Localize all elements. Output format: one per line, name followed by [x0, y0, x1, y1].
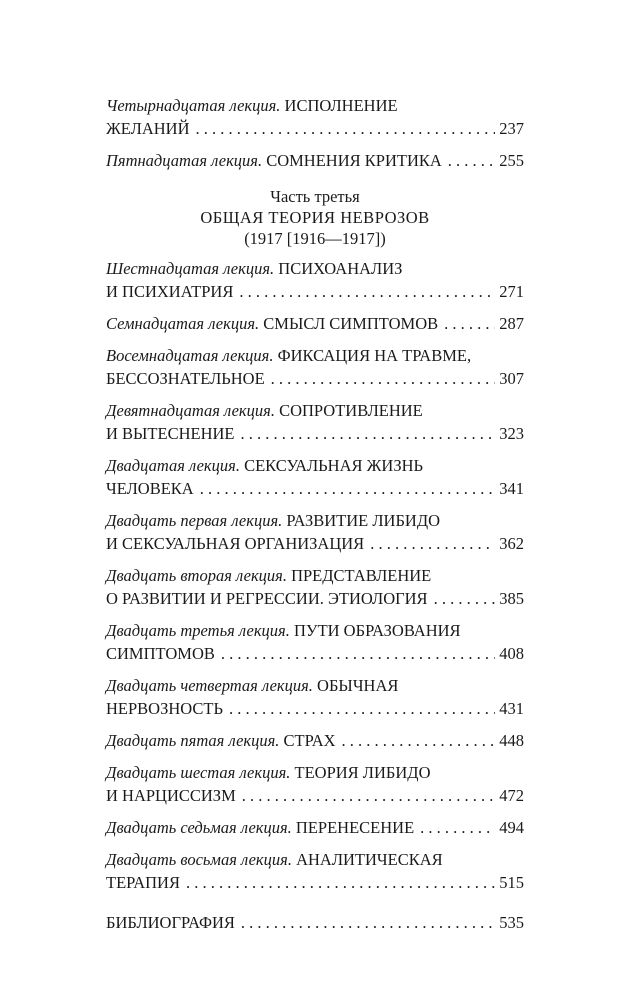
entry-gap — [106, 303, 524, 312]
toc-entry[interactable] — [106, 94, 524, 140]
lecture-number: Восемнадцатая лекция. — [106, 346, 274, 365]
toc-page-number: 408 — [499, 644, 524, 663]
table-of-contents — [106, 94, 524, 934]
toc-entry[interactable] — [106, 848, 524, 894]
entry-gap — [106, 390, 524, 399]
lecture-number: Девятнадцатая лекция. — [106, 401, 275, 420]
entry-gap — [106, 720, 524, 729]
entry-gap — [106, 752, 524, 761]
toc-entry[interactable] — [106, 564, 524, 610]
dot-leader — [200, 477, 496, 500]
toc-page-number: 472 — [499, 786, 524, 805]
toc-entry-title: СМЫСЛ СИМПТОМОВ — [263, 314, 439, 333]
toc-entry-title: ПРЕДСТАВЛЕНИЕ — [291, 566, 432, 585]
toc-page-number: 385 — [499, 589, 524, 608]
dot-leader — [448, 149, 495, 172]
toc-entry-title-cont: СИМПТОМОВ — [106, 644, 215, 663]
dot-leader — [239, 280, 495, 303]
lecture-number: Двадцать вторая лекция. — [106, 566, 287, 585]
lecture-number: Двадцать третья лекция. — [106, 621, 290, 640]
entry-gap — [106, 140, 524, 149]
lecture-number: Двадцать седьмая лекция. — [106, 818, 292, 837]
toc-entry[interactable] — [106, 344, 524, 390]
toc-page-number: 237 — [499, 119, 524, 138]
toc-entry[interactable] — [106, 674, 524, 720]
toc-page-number: 362 — [499, 534, 524, 553]
toc-entry-title: АНАЛИТИЧЕСКАЯ — [296, 850, 443, 869]
entry-gap — [106, 445, 524, 454]
toc-section-top — [106, 94, 524, 172]
toc-entry-title-cont: ЧЕЛОВЕКА — [106, 479, 194, 498]
entry-gap — [106, 335, 524, 344]
toc-page-number: 287 — [499, 314, 524, 333]
lecture-number: Двадцать первая лекция. — [106, 511, 283, 530]
toc-page-number: 494 — [499, 818, 524, 837]
toc-entry[interactable] — [106, 509, 524, 555]
toc-page-number: 323 — [499, 424, 524, 443]
toc-entry-title-cont: БЕССОЗНАТЕЛЬНОЕ — [106, 369, 265, 388]
dot-leader — [444, 312, 495, 335]
toc-page-number: 535 — [499, 913, 524, 932]
part-label: Часть третья — [270, 187, 360, 206]
toc-page-number: 307 — [499, 369, 524, 388]
toc-page-number: 255 — [499, 151, 524, 170]
lecture-number: Двадцать шестая лекция. — [106, 763, 291, 782]
lecture-number: Шестнадцатая лекция. — [106, 259, 275, 278]
toc-entry-title: ФИКСАЦИЯ НА ТРАВМЕ, — [277, 346, 472, 365]
toc-entry[interactable] — [106, 454, 524, 500]
toc-entry-title-cont: И ПСИХИАТРИЯ — [106, 282, 234, 301]
toc-entry-title: СЕКСУАЛЬНАЯ ЖИЗНЬ — [244, 456, 423, 475]
entry-gap — [106, 500, 524, 509]
toc-page-number: 448 — [499, 731, 524, 750]
toc-entry-title: ИСПОЛНЕНИЕ — [284, 96, 398, 115]
dot-leader — [221, 642, 495, 665]
toc-entry-title: ТЕОРИЯ ЛИБИДО — [294, 763, 431, 782]
toc-entry-title: СОПРОТИВЛЕНИЕ — [279, 401, 423, 420]
toc-entry[interactable] — [106, 816, 524, 839]
part-heading — [106, 186, 524, 249]
toc-entry-title: БИБЛИОГРАФИЯ — [106, 913, 235, 932]
dot-leader — [186, 871, 495, 894]
dot-leader — [242, 784, 496, 807]
dot-leader — [229, 697, 495, 720]
lecture-number: Четырнадцатая лекция. — [106, 96, 281, 115]
toc-entry-bibliography[interactable] — [106, 911, 524, 934]
lecture-number: Двадцать пятая лекция. — [106, 731, 280, 750]
toc-entry[interactable] — [106, 149, 524, 172]
toc-entry-title: ПСИХОАНАЛИЗ — [278, 259, 403, 278]
dot-leader — [420, 816, 495, 839]
toc-entry-title: ОБЫЧНАЯ — [317, 676, 399, 695]
lecture-number: Двадцать восьмая лекция. — [106, 850, 292, 869]
toc-page-number: 515 — [499, 873, 524, 892]
entry-gap — [106, 807, 524, 816]
toc-entry-title-cont: О РАЗВИТИИ И РЕГРЕССИИ. ЭТИОЛОГИЯ — [106, 589, 428, 608]
toc-entry[interactable] — [106, 399, 524, 445]
dot-leader — [241, 911, 495, 934]
toc-entry-title: СТРАХ — [283, 731, 336, 750]
part-years: (1917 [1916—1917]) — [244, 229, 386, 248]
dot-leader — [271, 367, 496, 390]
toc-entry-title-cont: ЖЕЛАНИЙ — [106, 119, 190, 138]
lecture-number: Пятнадцатая лекция. — [106, 151, 263, 170]
toc-entry-title-cont: И НАРЦИССИЗМ — [106, 786, 236, 805]
toc-entry-title-cont: НЕРВОЗНОСТЬ — [106, 699, 223, 718]
entry-gap — [106, 555, 524, 564]
toc-page-number: 431 — [499, 699, 524, 718]
entry-gap — [106, 610, 524, 619]
dot-leader — [342, 729, 496, 752]
toc-entry-title-cont: И ВЫТЕСНЕНИЕ — [106, 424, 235, 443]
lecture-number: Двадцать четвертая лекция. — [106, 676, 313, 695]
toc-entry[interactable] — [106, 761, 524, 807]
toc-entry-title: СОМНЕНИЯ КРИТИКА — [266, 151, 442, 170]
dot-leader — [434, 587, 496, 610]
toc-page-number: 271 — [499, 282, 524, 301]
toc-page-number: 341 — [499, 479, 524, 498]
toc-entry-title-cont: ТЕРАПИЯ — [106, 873, 180, 892]
toc-entry[interactable] — [106, 619, 524, 665]
part-title: ОБЩАЯ ТЕОРИЯ НЕВРОЗОВ — [200, 208, 430, 227]
toc-entry[interactable] — [106, 312, 524, 335]
toc-entry-title: РАЗВИТИЕ ЛИБИДО — [286, 511, 441, 530]
toc-section-part3 — [106, 257, 524, 894]
toc-entry-title-cont: И СЕКСУАЛЬНАЯ ОРГАНИЗАЦИЯ — [106, 534, 365, 553]
toc-entry-title: ПУТИ ОБРАЗОВАНИЯ — [293, 621, 461, 640]
dot-leader — [370, 532, 495, 555]
toc-entry-title: ПЕРЕНЕСЕНИЕ — [295, 818, 415, 837]
lecture-number: Семнадцатая лекция. — [106, 314, 260, 333]
dot-leader — [196, 117, 496, 140]
dot-leader — [241, 422, 496, 445]
entry-gap — [106, 665, 524, 674]
entry-gap — [106, 839, 524, 848]
lecture-number: Двадцатая лекция. — [106, 456, 240, 475]
toc-entry[interactable] — [106, 729, 524, 752]
toc-entry[interactable] — [106, 257, 524, 303]
